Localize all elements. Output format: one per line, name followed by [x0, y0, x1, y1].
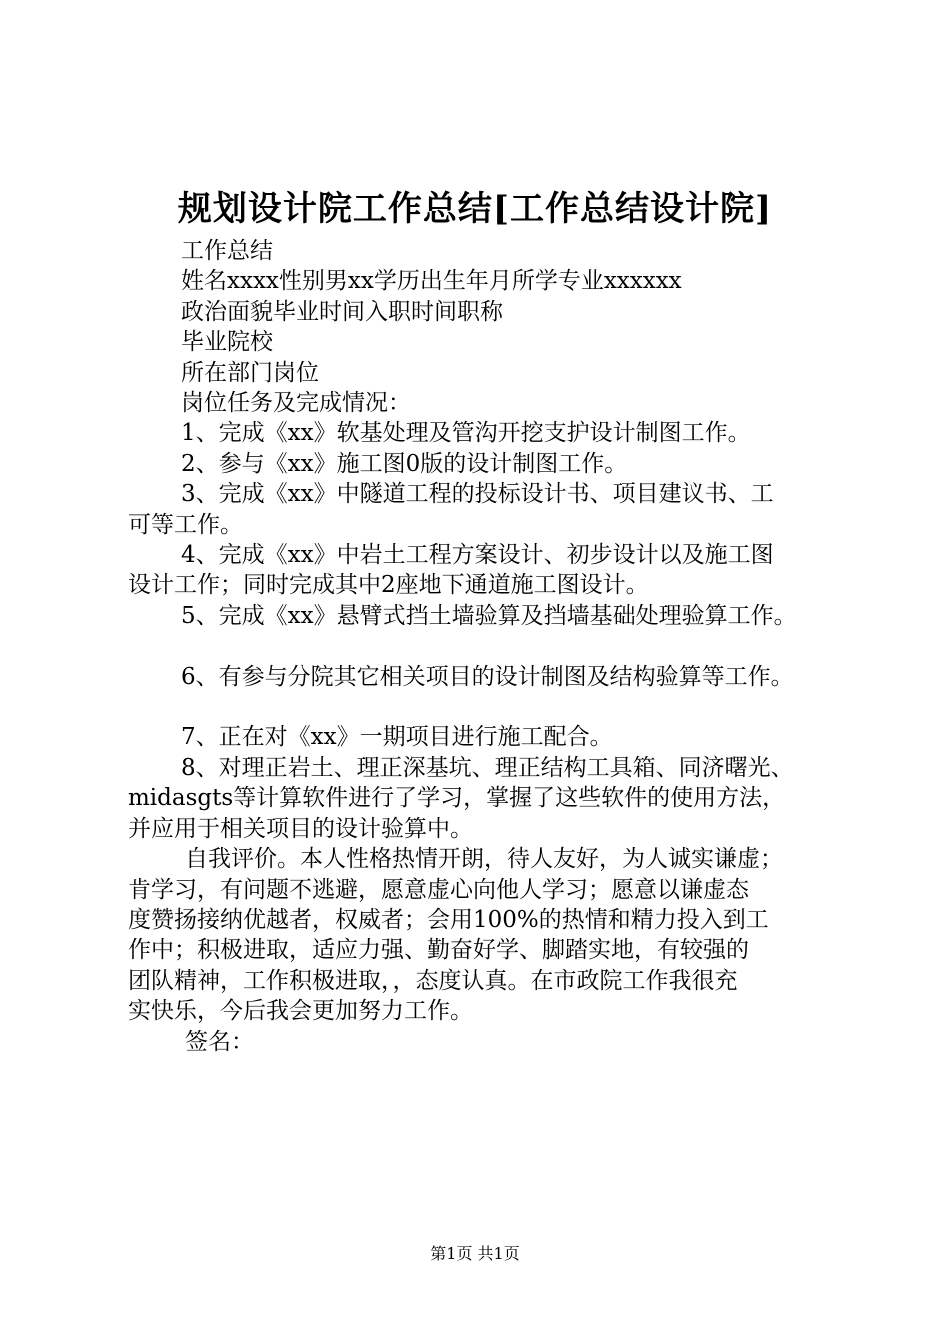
self-evaluation-line-2: 肯学习，有问题不逃避，愿意虚心向他人学习；愿意以谦虚态	[128, 876, 749, 903]
task-item-8: 8、对理正岩土、理正深基坑、理正结构工具箱、同济曙光、	[181, 754, 794, 781]
task-item-4-cont: 设计工作；同时完成其中2座地下通道施工图设计。	[128, 572, 649, 599]
self-evaluation-line-3: 度赞扬接纳优越者，权威者；会用100%的热情和精力投入到工	[128, 906, 769, 933]
page-footer: 第1页 共1页	[430, 1244, 520, 1263]
task-item-8-cont-2: 并应用于相关项目的设计验算中。	[128, 815, 473, 842]
self-evaluation-line-4: 作中；积极进取，适应力强、勤奋好学、脚踏实地，有较强的	[128, 937, 749, 964]
task-item-6: 6、有参与分院其它相关项目的设计制图及结构验算等工作。	[181, 663, 794, 690]
task-item-1: 1、完成《xx》软基处理及管沟开挖支护设计制图工作。	[181, 420, 751, 447]
task-item-3-cont: 可等工作。	[128, 511, 243, 538]
document-body	[128, 236, 844, 1057]
self-evaluation-line-5: 团队精神，工作积极进取，，态度认真。在市政院工作我很充	[128, 967, 738, 994]
task-item-2: 2、参与《xx》施工图0版的设计制图工作。	[181, 450, 628, 477]
task-item-7: 7、正在对《xx》一期项目进行施工配合。	[181, 724, 613, 751]
task-item-3: 3、完成《xx》中隧道工程的投标设计书、项目建议书、工	[181, 481, 774, 508]
info-school-line: 毕业院校	[181, 329, 273, 356]
blank-line	[128, 631, 844, 661]
document-title: 规划设计院工作总结[工作总结设计院]	[177, 189, 773, 229]
self-evaluation-line-1: 自我评价。本人性格热情开朗，待人友好，为人诚实谦虚；	[185, 846, 783, 873]
heading-work-summary: 工作总结	[181, 238, 273, 264]
blank-line	[128, 692, 844, 722]
task-item-4: 4、完成《xx》中岩土工程方案设计、初步设计以及施工图	[181, 542, 774, 569]
task-item-5: 5、完成《xx》悬臂式挡土墙验算及挡墙基础处理验算工作。	[181, 602, 797, 629]
signature-label: 签名：	[185, 1028, 254, 1055]
task-item-8-cont-1: midasgts等计算软件进行了学习，掌握了这些软件的使用方法，	[128, 785, 786, 812]
section-heading-tasks: 岗位任务及完成情况：	[181, 390, 411, 417]
info-department-line: 所在部门岗位	[181, 359, 319, 386]
info-political-line: 政治面貌毕业时间入职时间职称	[181, 298, 503, 325]
self-evaluation-line-6: 实快乐，今后我会更加努力工作。	[128, 998, 473, 1025]
info-name-line: 姓名xxxx性别男xx学历出生年月所学专业xxxxxx	[181, 268, 682, 295]
